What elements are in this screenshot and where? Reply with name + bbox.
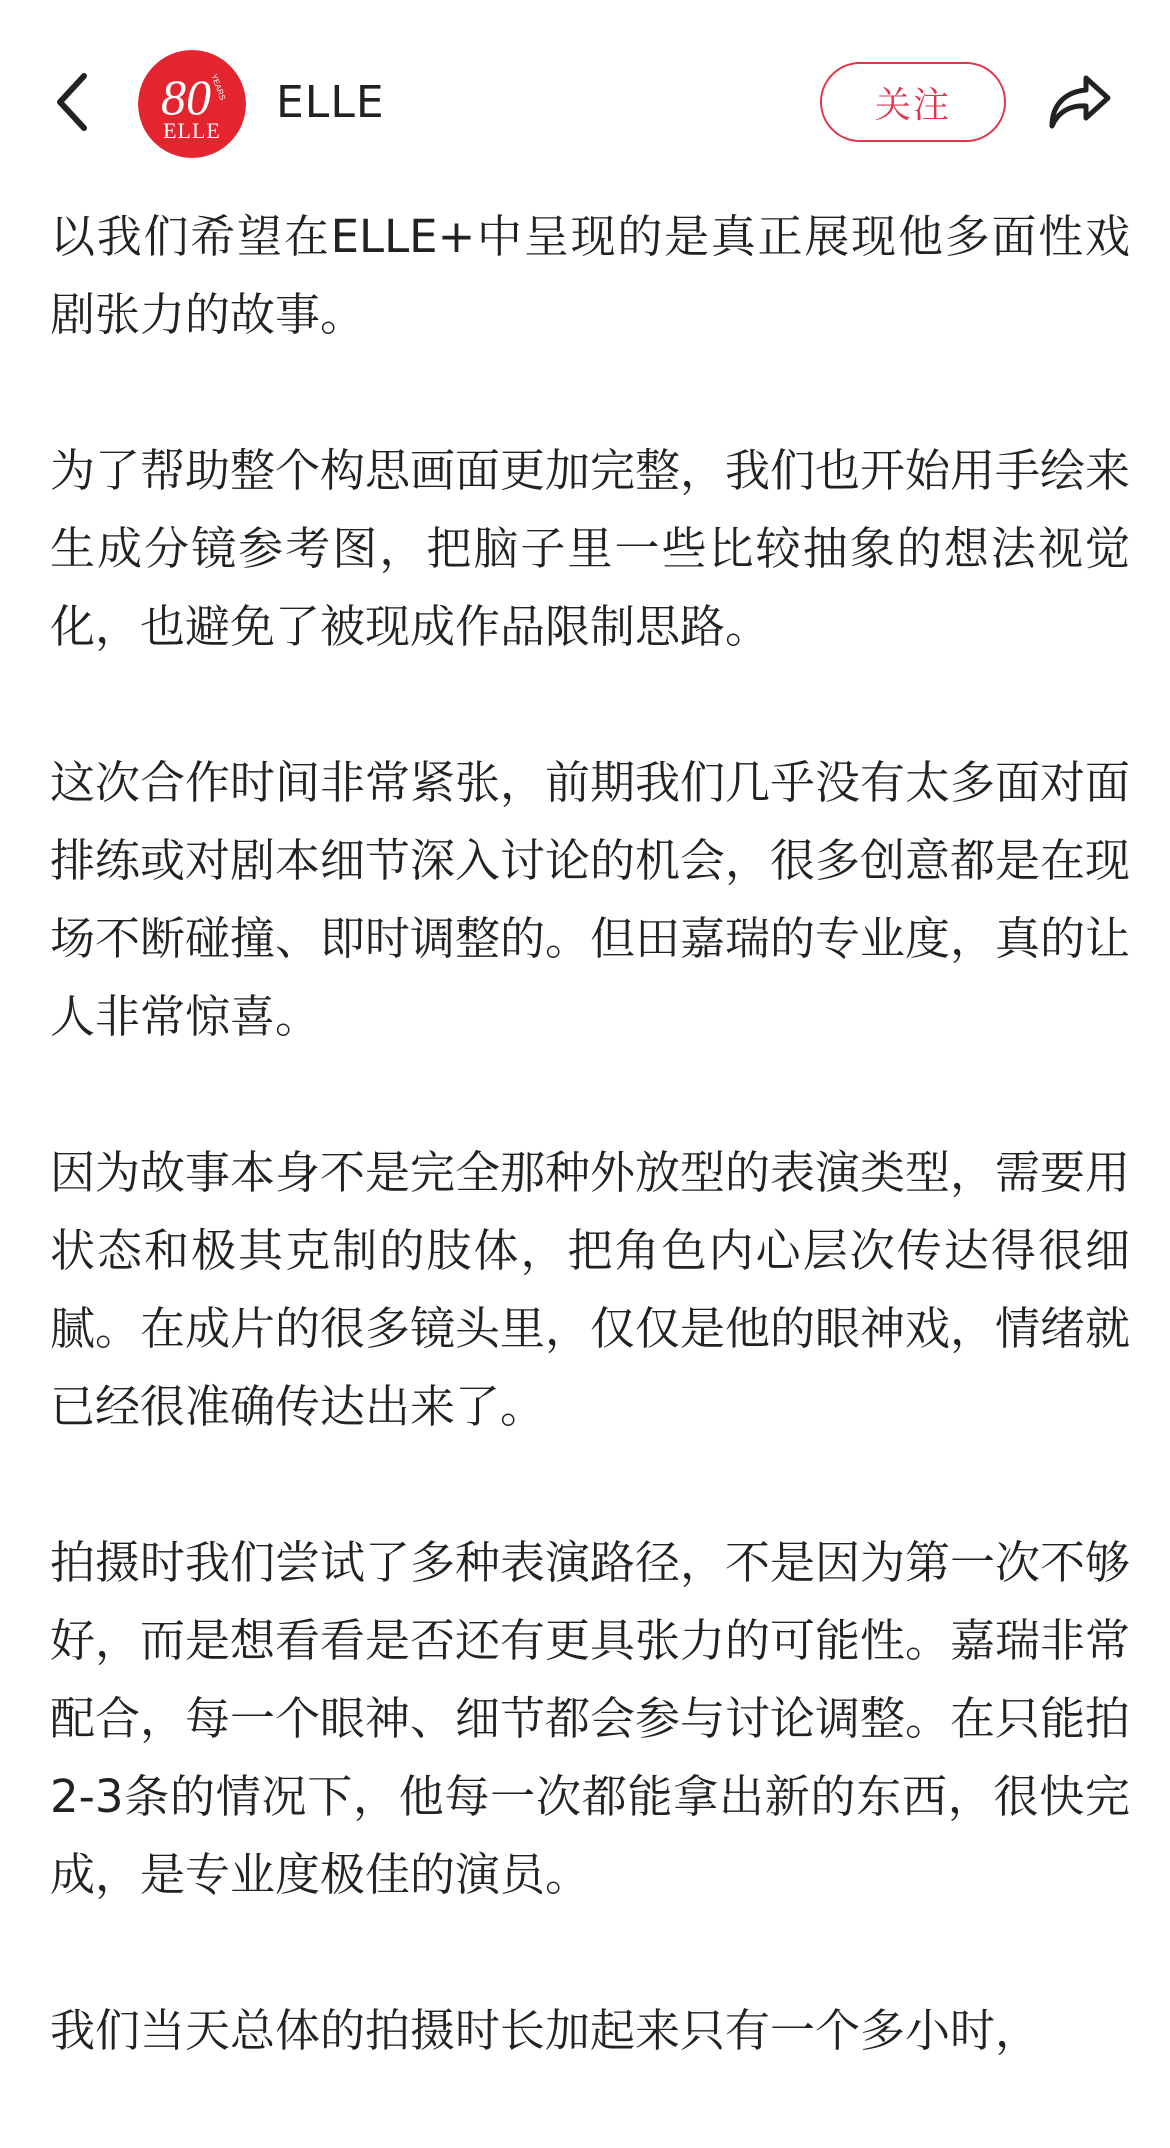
article-paragraph: 为了帮助整个构思画面更加完整，我们也开始用手绘来生成分镜参考图，把脑子里一些比较抽象的想法视觉化，也避免了被现成作品限制思路。: [50, 444, 1131, 653]
follow-button[interactable]: 关注: [820, 62, 1006, 142]
share-arrow-icon: [1046, 72, 1114, 132]
article-paragraph: 因为故事本身不是完全那种外放型的表演类型，需要用状态和极其克制的肢体，把角色内心层次传达得很细腻。在成片的很多镜头里，仅仅是他的眼神戏，情绪就已经很准确传达出来了。: [50, 1146, 1131, 1433]
article-paragraph: 我们当天总体的拍摄时长加起来只有一个多小时，: [50, 2004, 1041, 2057]
elle-80-years-logo: [138, 50, 246, 158]
svg-text:YEARS: YEARS: [209, 72, 228, 102]
article-body: [50, 198, 1130, 2148]
top-nav-bar: [0, 0, 1170, 200]
article-paragraph: 这次合作时间非常紧张，前期我们几乎没有太多面对面排练或对剧本细节深入讨论的机会，很多创意都是在现场不断碰撞、即时调整的。但田嘉瑞的专业度，真的让人非常惊喜。: [50, 756, 1131, 1043]
svg-text:80: 80: [161, 69, 211, 125]
back-button[interactable]: [40, 62, 104, 142]
article-paragraph: 拍摄时我们尝试了多种表演路径，不是因为第一次不够好，而是想看看是否还有更具张力的可能性。嘉瑞非常配合，每一个眼神、细节都会参与讨论调整。在只能拍2-3条的情况下，他每一次都能拿出新的东西，很快完成，是专业度极佳的演员。: [50, 1536, 1131, 1901]
chevron-left-icon: [52, 70, 92, 134]
avatar[interactable]: [138, 50, 246, 158]
svg-text:ELLE: ELLE: [163, 118, 221, 143]
share-button[interactable]: [1040, 62, 1120, 142]
account-name[interactable]: ELLE: [276, 77, 385, 128]
article-paragraph: 以我们希望在ELLE+中呈现的是真正展现他多面性戏剧张力的故事。: [50, 210, 1130, 341]
